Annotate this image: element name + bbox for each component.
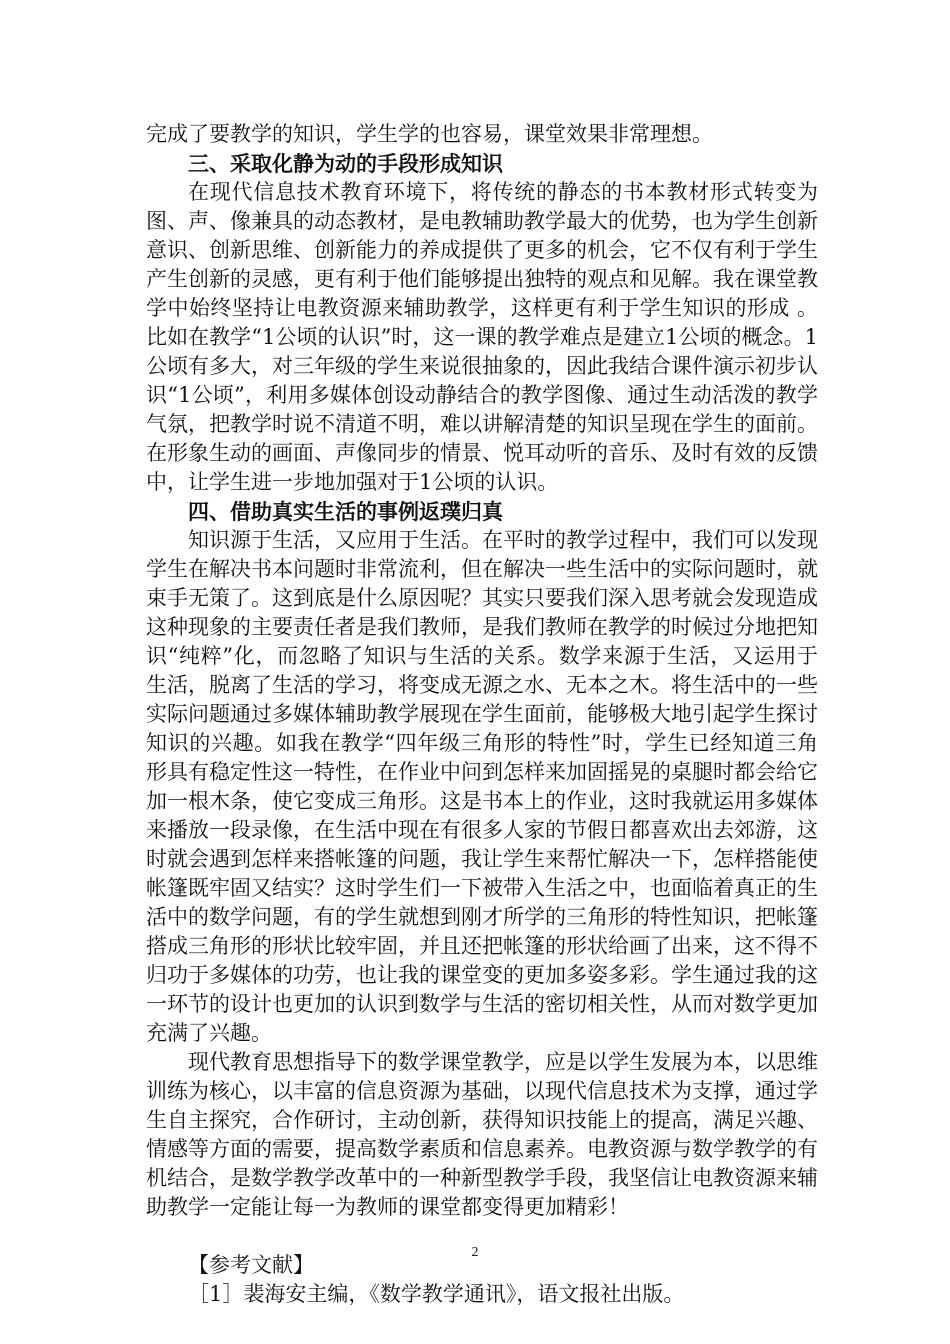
page-number: 2	[471, 1245, 479, 1260]
document-page	[146, 120, 818, 1309]
section3-body: 在现代信息技术教育环境下，将传统的静态的书本教材形式转变为图、声、像兼具的动态教材，是电教辅助教学最大的优势，也为学生创新意识、创新思维、创新能力的养成提供了更多的机会，它不仅有利于学生产生创新的灵感，更有利于他们能够提出独特的观点和见解。我在课堂教学中始终坚持让电教资源来辅助教学，这样更有利于学生知识的形成 。比如在教学“1公顷的认识”时，这一课的教学难点是建立1公顷的概念。1公顷有多大，对三年级的学生来说很抽象的，因此我结合课件演示初步认识“1公顷”，利用多媒体创设动静结合的教学图像、通过生动活泼的教学气氛，把教学时说不清道不明，难以讲解清楚的知识呈现在学生的面前。在形象生动的画面、声像同步的情景、悦耳动听的音乐、及时有效的反馈中，让学生进一步地加强对于1公顷的认识。	[146, 180, 818, 494]
paragraph-top: 完成了要教学的知识，学生学的也容易，课堂效果非常理想。	[146, 122, 713, 146]
section3-heading: 三、采取化静为动的手段形成知识	[188, 151, 503, 176]
references-title: 【参考文献】	[188, 1253, 314, 1277]
conclusion-body: 现代教育思想指导下的数学课堂教学，应是以学生发展为本，以思维训练为核心，以丰富的信息资源为基础，以现代信息技术为支撑，通过学生自主探究，合作研讨，主动创新，获得知识技能上的提高，满足兴趣、情感等方面的需要，提高数学素质和信息素养。电教资源与数学教学的有机结合，是数学教学改革中的一种新型教学手段，我坚信让电教资源来辅助教学一定能让每一为教师的课堂都变得更加精彩！	[146, 1050, 818, 1219]
section4-heading: 四、借助真实生活的事例返璞归真	[188, 499, 503, 524]
section4-body: 知识源于生活，又应用于生活。在平时的教学过程中，我们可以发现学生在解决书本问题时非常流利，但在解决一些生活中的实际问题时，就束手无策了。这到底是什么原因呢？其实只要我们深入思考就会发现造成这种现象的主要责任者是我们教师，是我们教师在教学的时候过分地把知识“纯粹”化，而忽略了知识与生活的关系。数学来源于生活，又运用于生活，脱离了生活的学习，将变成无源之水、无本之木。将生活中的一些实际问题通过多媒体辅助教学展现在学生面前，能够极大地引起学生探讨知识的兴趣。如我在教学“四年级三角形的特性”时，学生已经知道三角形具有稳定性这一特性，在作业中问到怎样来加固摇晃的桌腿时都会给它加一根木条，使它变成三角形。这是书本上的作业，这时我就运用多媒体来播放一段录像，在生活中现在有很多人家的节假日都喜欢出去郊游，这时就会遇到怎样来搭帐篷的问题，我让学生来帮忙解决一下，怎样搭能使帐篷既牢固又结实？这时学生们一下被带入生活之中，也面临着真正的生活中的数学问题，有的学生就想到刚才所学的三角形的特性知识，把帐篷搭成三角形的形状比较牢固，并且还把帐篷的形状给画了出来，这不得不归功于多媒体的功劳，也让我的课堂变的更加多姿多彩。学生通过我的这一环节的设计也更加的认识到数学与生活的密切相关性，从而对数学更加充满了兴趣。	[146, 528, 818, 1045]
reference-item: ［1］裴海安主编，《数学教学通讯》，语文报社出版。	[188, 1282, 685, 1306]
